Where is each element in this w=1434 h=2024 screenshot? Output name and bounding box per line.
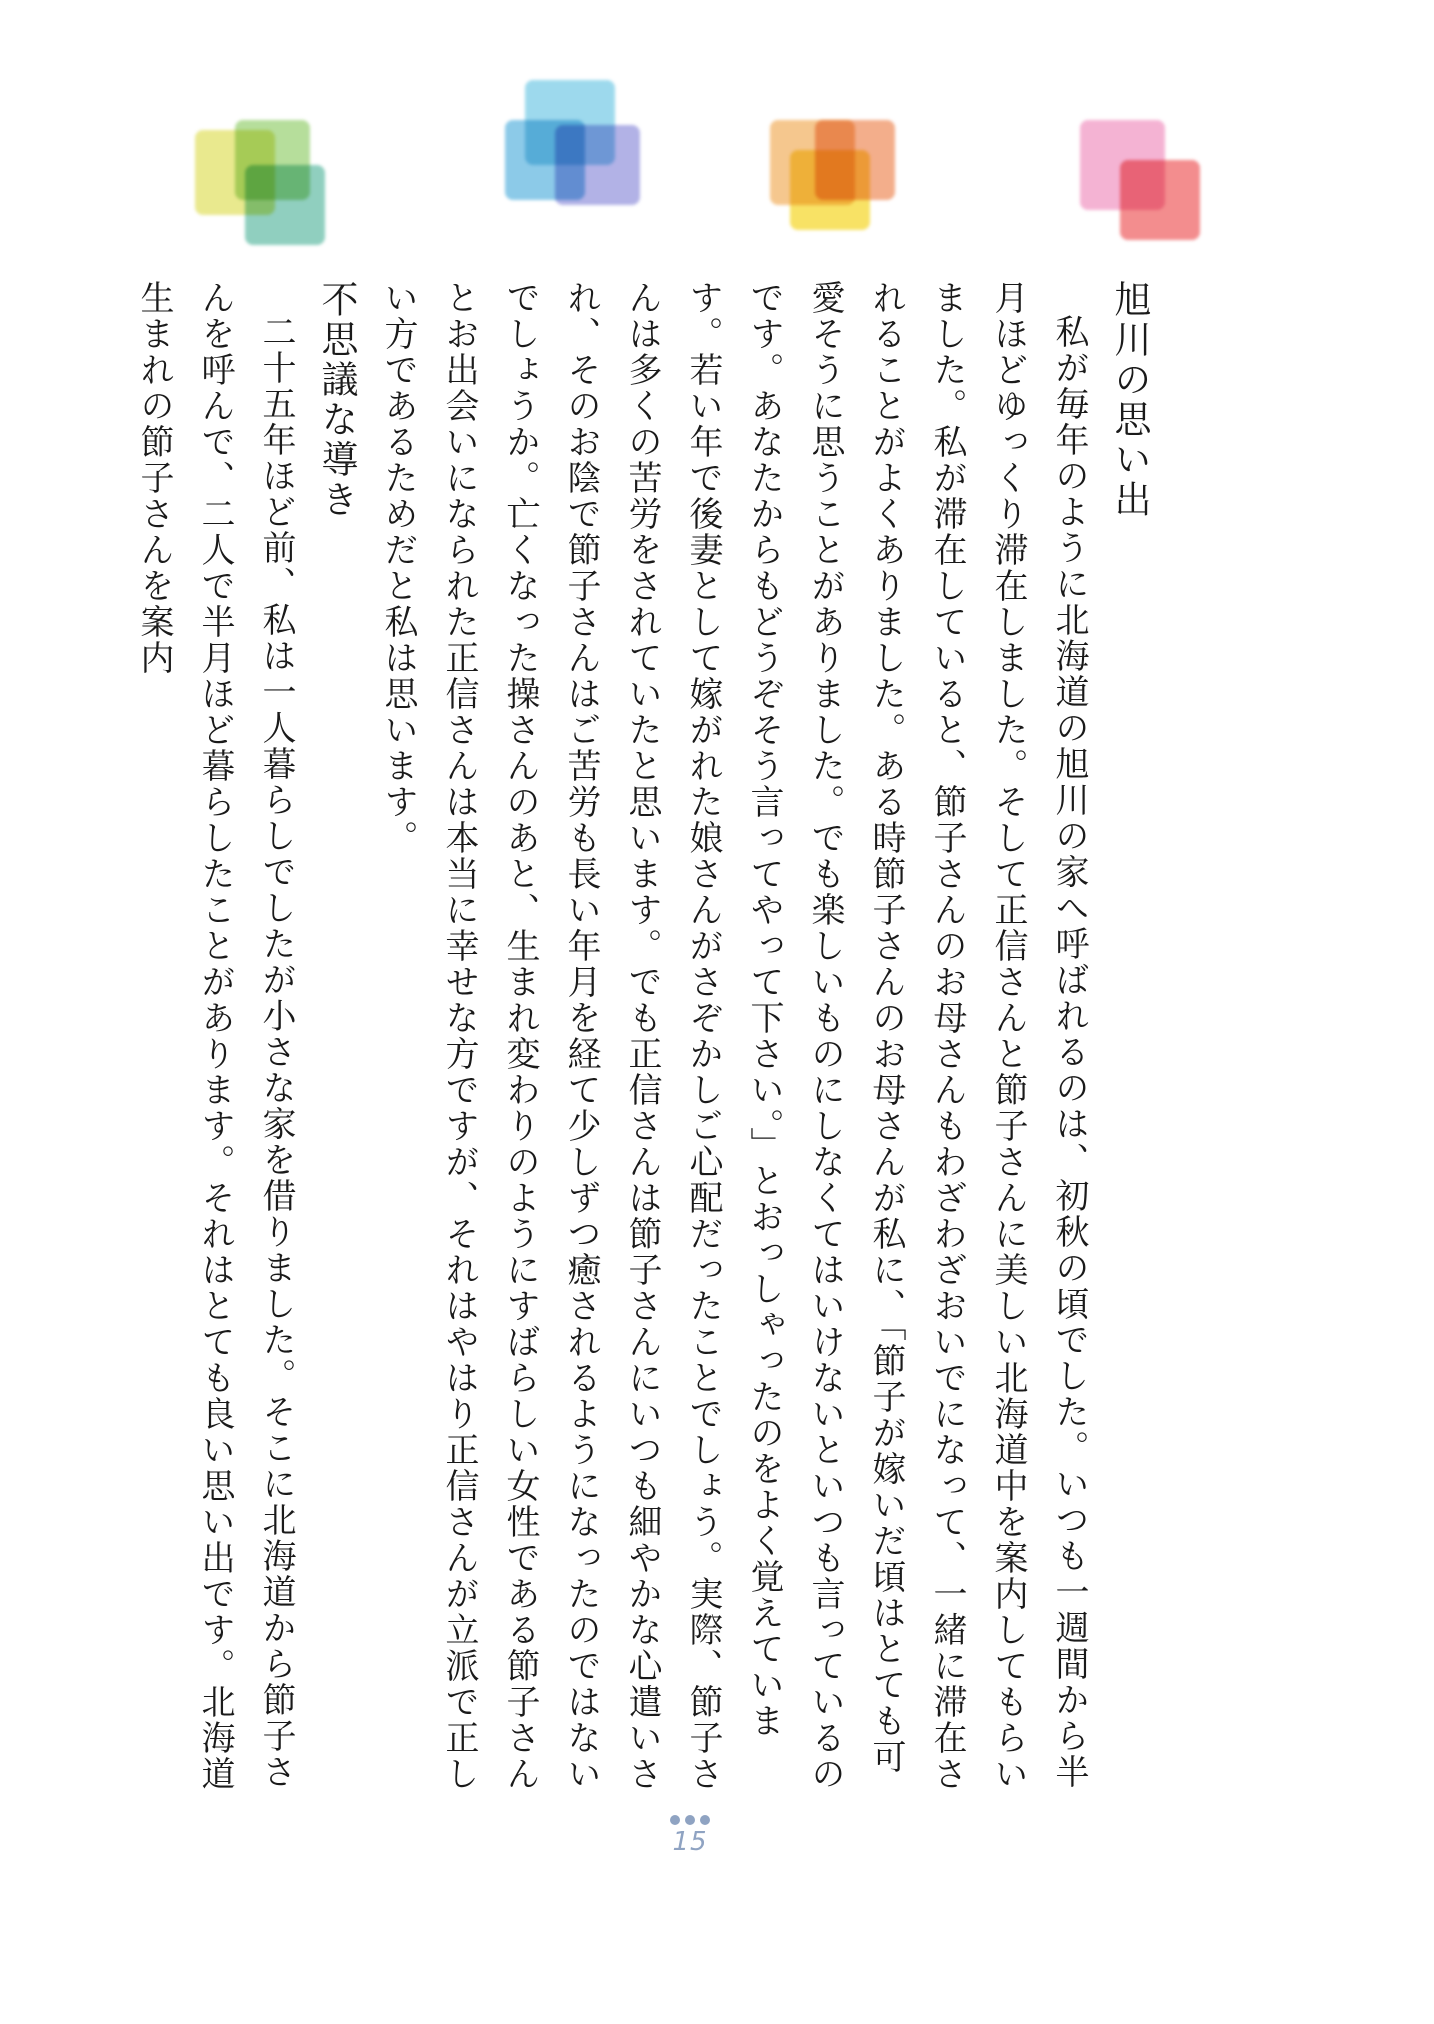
watercolor-decoration-pink (1075, 70, 1225, 250)
section-heading: 旭川の思い出 (1108, 280, 1151, 520)
vertical-text-body (134, 280, 1160, 1800)
section-mysterious-guidance (123, 280, 367, 1800)
paragraph: 二十五年ほど前、私は一人暮らしでしたが小さな家を借りました。そこに北海道から節子さんを呼んで、二人で半月ほど暮らしたことがあります。それはとても良い思い出です。北海道生まれの節子さんを案内 (134, 280, 296, 1792)
paragraph: 私が毎年のように北海道の旭川の家へ呼ばれるのは、初秋の頃でした。いつも一週間から半月ほどゆっくり滞在しました。そして正信さんと節子さんに美しい北海道中を案内してもらいました。私が滞在していると、節子さんのお母さんもわざわざおいでになって、一緒に滞在されることがよくありました。ある時節子さんのお母さんが私に、「節子が嫁いだ頃はとても可愛そうに思うことがありました。でも楽しいものにしなくてはいけないといつも言っているのです。あなたからもどうぞそう言ってやって下さい。」とおっしゃったのをよく覚えています。若い年で後妻として嫁がれた娘さんがさぞかしご心配だったことでしょう。実際、節子さんは多くの苦労をされていたと思います。でも正信さんは節子さんにいつも細やかな心遣いされ、そのお陰で節子さんはご苦労も長い年月を経て少しずつ癒されるようになったのではないでしょうか。亡くなった操さんのあと、生まれ変わりのようにすばらしい女性である節子さんとお出会いになられた正信さんは本当に幸せな方ですが、それはやはり正信さんが立派で正しい方であるためだと私は思います。 (378, 280, 1089, 1792)
watercolor-decoration-blue (495, 70, 645, 250)
page-dots (640, 1815, 740, 1825)
dot (700, 1815, 710, 1825)
watercolor-decoration-green (190, 70, 340, 250)
section-heading: 不思議な導き (315, 280, 358, 520)
page-footer (640, 1815, 740, 1857)
page-number: 15 (672, 1827, 708, 1857)
dot (670, 1815, 680, 1825)
section-asahikawa-memories (367, 280, 1160, 1800)
dot (685, 1815, 695, 1825)
watercolor-decoration-orange (750, 70, 900, 250)
